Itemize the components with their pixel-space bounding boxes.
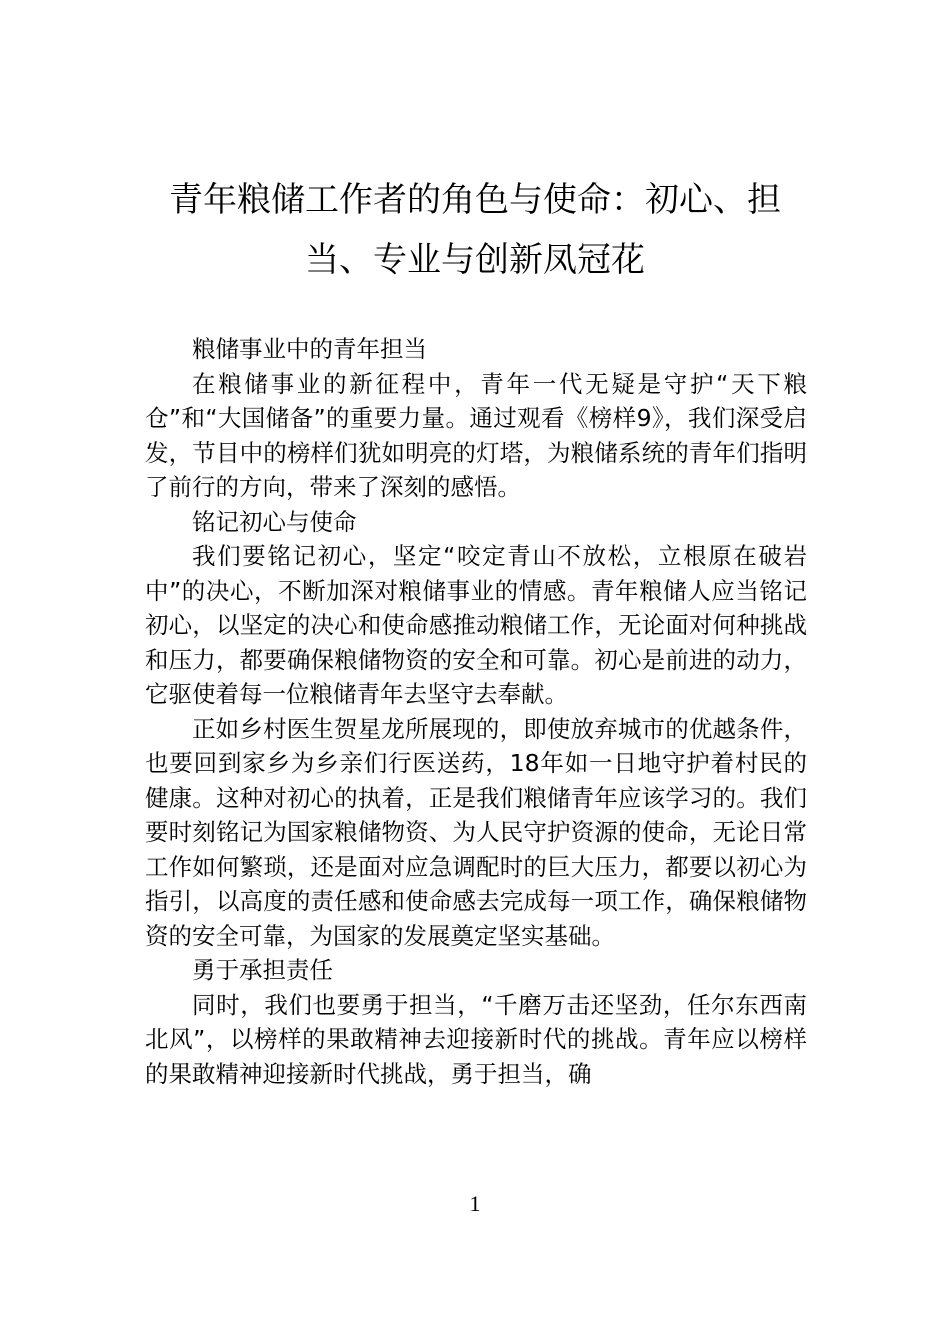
document-body bbox=[145, 332, 807, 1091]
section-heading: 粮储事业中的青年担当 bbox=[192, 335, 427, 363]
body-paragraph: 在粮储事业的新征程中，青年一代无疑是守护“天下粮仓”和“大国储备”的重要力量。通过观看《榜样9》，我们深受启发，节目中的榜样们犹如明亮的灯塔，为粮储系统的青年们指明了前行的方向，带来了深刻的感悟。 bbox=[145, 369, 807, 501]
document-title: 青年粮储工作者的角色与使命：初心、担当、专业与创新凤冠花 bbox=[169, 180, 781, 280]
body-paragraph: 同时，我们也要勇于担当，“千磨万击还坚劲，任尔东西南北风”，以榜样的果敢精神去迎接新时代的挑战。青年应以榜样的果敢精神迎接新时代挑战，勇于担当，确 bbox=[145, 990, 807, 1088]
section-heading: 勇于承担责任 bbox=[192, 956, 333, 984]
page-number: 1 bbox=[469, 1191, 481, 1216]
body-paragraph: 正如乡村医生贺星龙所展现的，即使放弃城市的优越条件，也要回到家乡为乡亲们行医送药，18年如一日地守护着村民的健康。这种对初心的执着，正是我们粮储青年应该学习的。我们要时刻铭记为国家粮储物资、为人民守护资源的使命，无论日常工作如何繁琐，还是面对应急调配时的巨大压力，都要以初心为指引，以高度的责任感和使命感去完成每一项工作，确保粮储物资的安全可靠，为国家的发展奠定坚实基础。 bbox=[145, 714, 807, 950]
body-paragraph: 我们要铭记初心，坚定“咬定青山不放松，立根原在破岩中”的决心，不断加深对粮储事业的情感。青年粮储人应当铭记初心，以坚定的决心和使命感推动粮储工作，无论面对何种挑战和压力，都要确保粮储物资的安全和可靠。初心是前进的动力，它驱使着每一位粮储青年去坚守去奉献。 bbox=[145, 542, 807, 708]
section-heading: 铭记初心与使命 bbox=[192, 507, 357, 536]
